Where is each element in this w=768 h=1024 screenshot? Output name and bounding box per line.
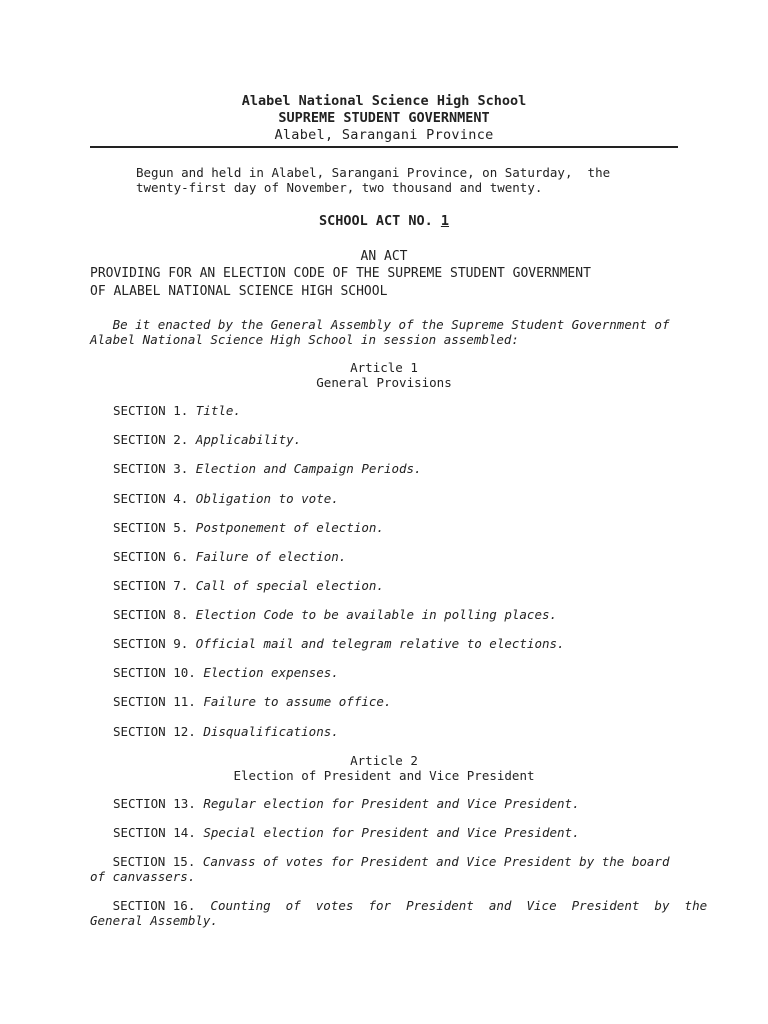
section-title: Special election for President and Vice President. [203,825,580,840]
section-label: SECTION 5. [113,520,196,535]
section-item [113,825,703,840]
section-label: SECTION 4. [113,491,196,506]
article-2-heading [90,753,678,783]
section-item [113,461,703,476]
section-item [113,403,703,418]
section-item [113,432,703,447]
article-subtitle: Election of President and Vice President [233,768,535,783]
section-title: Failure of election. [195,549,347,564]
act-number: 1 [440,213,450,229]
article-subtitle: General Provisions [316,375,452,390]
section-label: SECTION 7. [113,578,196,593]
enacting-clause [90,317,680,347]
section-label: SECTION 1. [113,403,196,418]
section-label: SECTION 6. [113,549,196,564]
act-number-label: SCHOOL ACT NO. [318,213,441,229]
section-title-continued: of canvassers. [90,869,196,884]
section-label: SECTION 9. [113,636,196,651]
section-item [113,520,703,535]
section-label: SECTION 13. [113,796,204,811]
enacting-line-2: Alabel National Science High School in session assembled: [90,332,519,347]
enacting-line-1: Be it enacted by the General Assembly of the Supreme Student Government of [90,317,670,332]
section-title: Election Code to be available in polling places. [195,607,558,622]
section-title: Election and Campaign Periods. [195,461,422,476]
header-divider [90,146,678,148]
section-item [113,694,703,709]
article-1-heading [90,360,678,390]
section-label: SECTION 8. [113,607,196,622]
session-line-2: twenty-first day of November, two thousand and twenty. [136,180,543,195]
session-line-1: Begun and held in Alabel, Sarangani Province, on Saturday, the [136,165,611,180]
section-label: SECTION 10. [113,665,204,680]
article-number: Article 1 [350,360,418,375]
section-item [113,796,703,811]
section-title: Counting of votes for President and Vice President by the [210,898,708,913]
section-title: Canvass of votes for President and Vice President by the board [202,854,670,869]
section-item [90,854,680,884]
section-label: SECTION 14. [113,825,204,840]
section-item [113,549,703,564]
document-header [90,93,678,144]
act-number-heading [90,213,678,229]
school-name: Alabel National Science High School [241,93,527,109]
section-title: Call of special election. [195,578,384,593]
article-number: Article 2 [350,753,418,768]
section-title: Postponement of election. [195,520,384,535]
section-item [90,898,708,928]
section-title: Failure to assume office. [203,694,392,709]
location: Alabel, Sarangani Province [274,127,494,143]
section-title: Official mail and telegram relative to elections. [195,636,565,651]
section-item [113,578,703,593]
section-title: Obligation to vote. [195,491,339,506]
section-label: SECTION 12. [113,724,204,739]
section-title: Election expenses. [203,665,339,680]
section-label: SECTION 2. [113,432,196,447]
section-title: Applicability. [195,432,302,447]
act-title [90,265,690,301]
act-title-line-2: OF ALABEL NATIONAL SCIENCE HIGH SCHOOL [90,284,388,299]
section-item [113,491,703,506]
section-item [113,636,703,651]
section-item [113,724,703,739]
section-title: Disqualifications. [203,724,339,739]
government-name: SUPREME STUDENT GOVERNMENT [278,110,490,126]
an-act-heading: AN ACT [360,249,408,264]
section-title: Regular election for President and Vice President. [203,796,580,811]
section-item [113,607,703,622]
section-title: Title. [195,403,241,418]
session-statement [136,165,636,195]
section-label: SECTION 3. [113,461,196,476]
section-item [113,665,703,680]
act-title-line-1: PROVIDING FOR AN ELECTION CODE OF THE SUPREME STUDENT GOVERNMENT [90,266,591,281]
section-title-continued: General Assembly. [90,913,218,928]
section-label: SECTION 11. [113,694,204,709]
section-label: SECTION 15. [112,854,203,869]
section-label: SECTION 16. [112,898,211,913]
